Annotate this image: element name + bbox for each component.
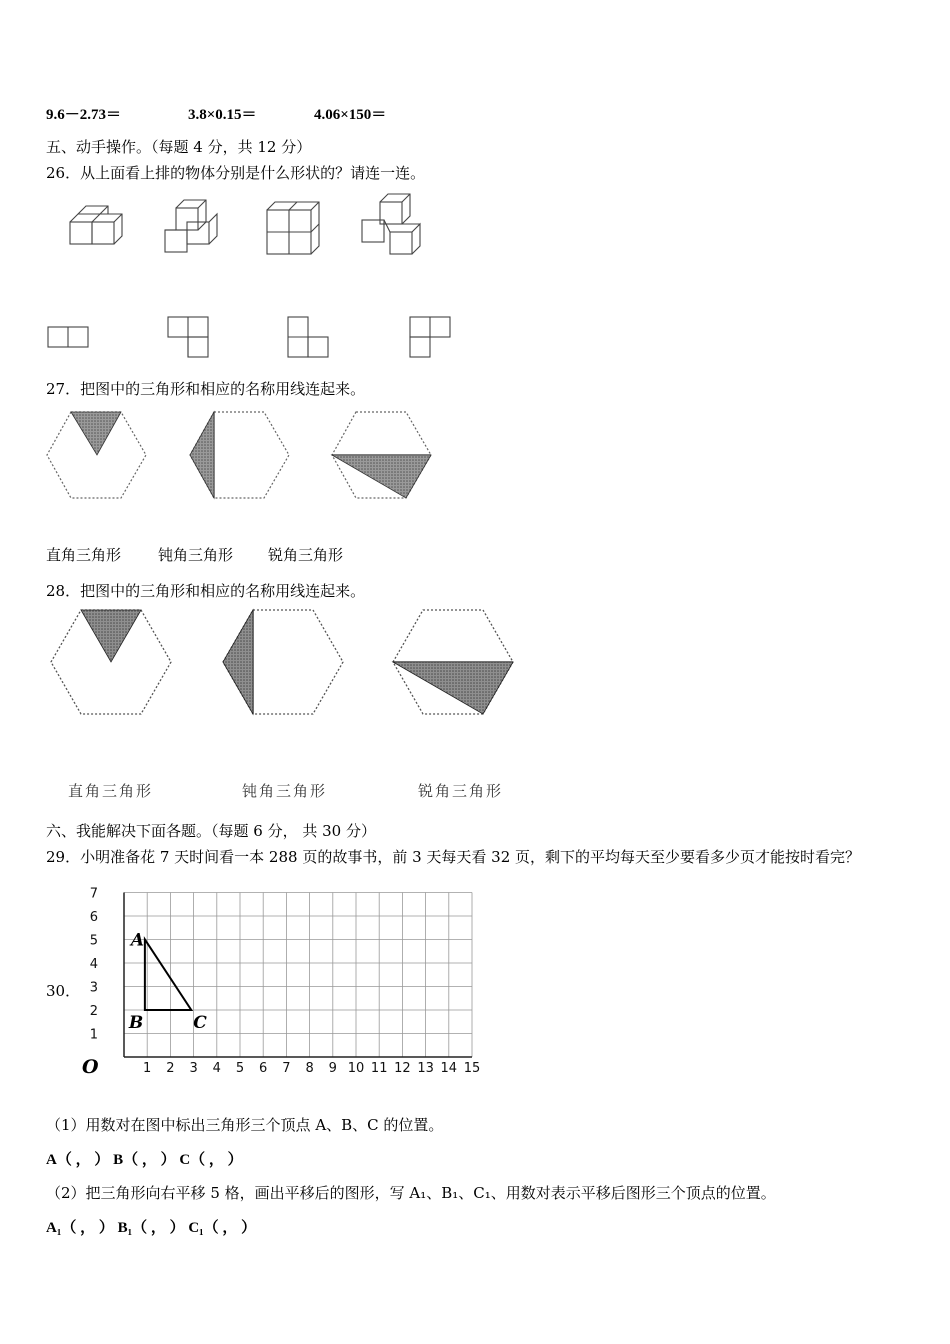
x-tick-label: 9	[328, 1061, 337, 1076]
hexagon-4-acute-triangle	[51, 610, 171, 714]
q30-part-2: （2）把三角形向右平移 5 格，画出平移后的图形，写 A₁、B₁、C₁、用数对表示平移后图形三个顶点的位置。	[46, 1184, 776, 1202]
question-28: 28．把图中的三角形和相应的名称用线连起来。	[46, 582, 366, 600]
q27-label-obtuse: 钝角三角形	[158, 546, 234, 564]
x-tick-label: 14	[440, 1061, 458, 1076]
hexagon-6-right-triangle	[393, 610, 513, 714]
q30-answer-2: A₁（ ， ） B₁（ ， ） C₁（ ， ）	[46, 1220, 257, 1236]
hexagon-5-obtuse-triangle	[223, 610, 343, 714]
cube-figure-3	[267, 202, 319, 254]
q28-label-right: 直角三角形	[68, 782, 154, 800]
x-tick-label: 6	[259, 1061, 268, 1076]
calc-expression-3: 4.06×150＝	[314, 107, 387, 123]
x-tick-label: 12	[394, 1061, 411, 1076]
y-tick-label: 4	[89, 957, 98, 972]
section-5-title: 五、动手操作。（每题 4 分，共 12 分）	[46, 138, 312, 156]
q26-cube-figures	[60, 190, 440, 265]
q27-label-acute: 锐角三角形	[268, 546, 344, 564]
hexagon-1-acute-triangle	[47, 412, 146, 498]
calc-expression-1: 9.6－2.73＝	[46, 107, 122, 123]
x-tick-label: 1	[143, 1061, 152, 1076]
top-view-1	[48, 327, 88, 347]
question-27: 27．把图中的三角形和相应的名称用线连起来。	[46, 380, 366, 398]
calc-expression-2: 3.8×0.15＝	[188, 107, 257, 123]
x-tick-label: 5	[235, 1061, 245, 1076]
x-tick-label: 11	[370, 1061, 388, 1076]
y-tick-label: 5	[89, 933, 98, 949]
question-26: 26．从上面看上排的物体分别是什么形状的？请连一连。	[46, 164, 426, 182]
point-c-label: C	[193, 1013, 207, 1033]
y-tick-label: 1	[89, 1027, 98, 1043]
q27-label-right: 直角三角形	[46, 546, 122, 564]
point-a-label: A	[130, 930, 145, 951]
y-tick-label: 7	[89, 886, 98, 902]
triangle-abc	[145, 940, 191, 1011]
x-tick-label: 3	[189, 1061, 198, 1076]
x-tick-label: 2	[166, 1061, 175, 1076]
y-tick-label: 3	[89, 980, 98, 996]
y-tick-label: 6	[89, 910, 98, 925]
cube-figure-2	[165, 200, 217, 252]
q30-part-1: （1）用数对在图中标出三角形三个顶点 A、B、C 的位置。	[46, 1116, 444, 1134]
origin-label: O	[82, 1056, 99, 1078]
hexagon-2-obtuse-triangle	[190, 412, 289, 498]
q28-label-acute: 锐角三角形	[418, 782, 504, 800]
x-tick-label: 15	[463, 1061, 481, 1076]
y-tick-label: 2	[89, 1004, 98, 1019]
q28-label-obtuse: 钝角三角形	[242, 782, 328, 800]
q26-top-views	[46, 315, 466, 365]
point-b-label: B	[128, 1013, 144, 1033]
cube-figure-1	[70, 206, 122, 244]
section-6-title: 六、我能解决下面各题。（每题 6 分， 共 30 分）	[46, 822, 376, 840]
top-view-3	[288, 317, 328, 357]
x-tick-label: 13	[417, 1061, 434, 1076]
q28-hexagon-figures	[50, 607, 520, 719]
q30-answer-1: A（ ， ） B（ ， ） C（ ， ）	[46, 1152, 243, 1168]
coordinate-grid	[80, 885, 481, 1080]
top-view-2	[168, 317, 208, 357]
x-tick-label: 7	[282, 1061, 291, 1076]
x-tick-label: 8	[305, 1061, 314, 1076]
top-view-4	[410, 317, 450, 357]
x-tick-label: 4	[212, 1061, 221, 1076]
question-30-label: 30．	[46, 982, 81, 1000]
x-tick-label: 10	[347, 1061, 365, 1076]
hexagon-3-right-triangle	[332, 412, 431, 498]
q27-hexagon-figures	[46, 408, 446, 503]
cube-figure-4	[362, 194, 420, 254]
question-29: 29．小明准备花 7 天时间看一本 288 页的故事书，前 3 天每天看 32 页，剩下的平均每天至少要看多少页才能按时看完？	[46, 848, 861, 866]
